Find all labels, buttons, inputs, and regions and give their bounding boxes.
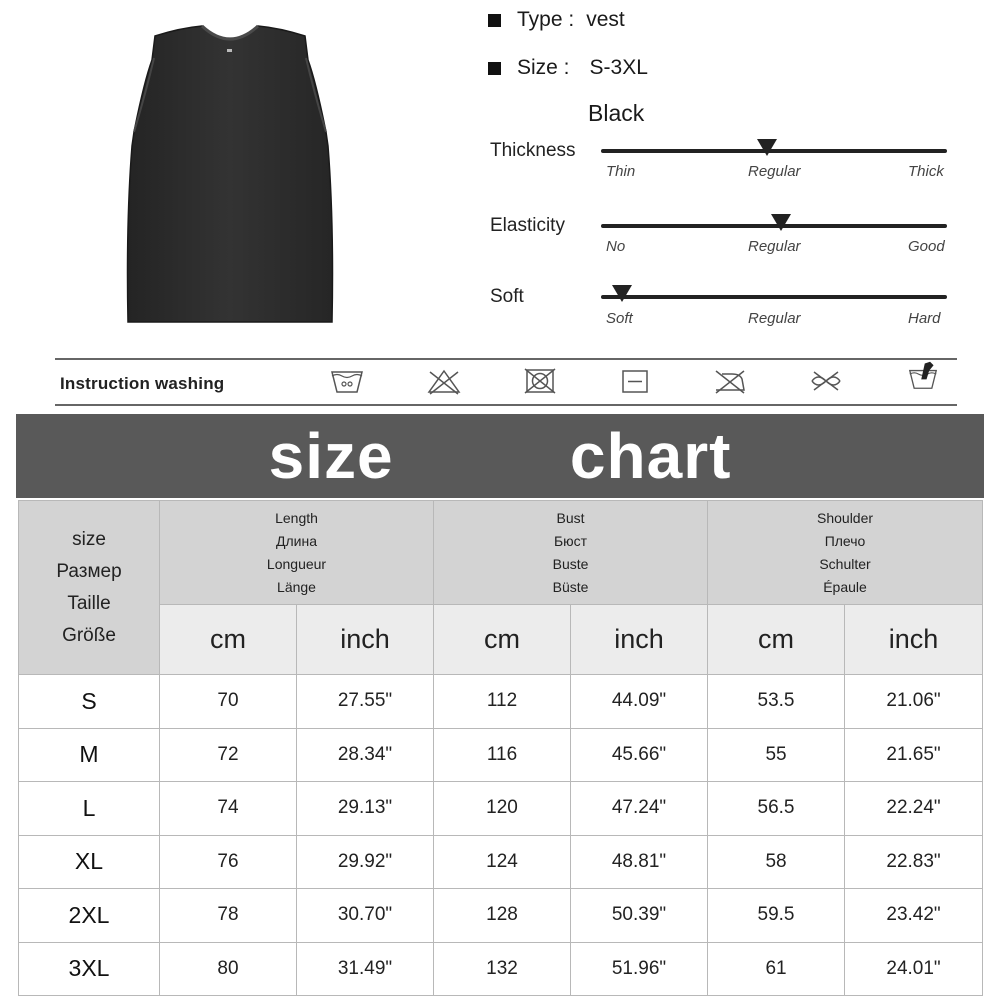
size-header-text: Размер <box>56 560 122 582</box>
table-cell: 23.42" <box>845 889 983 943</box>
table-row <box>19 942 983 996</box>
shoulder-header <box>708 501 983 605</box>
header-name: Longueur <box>266 555 327 572</box>
group-header-row <box>19 501 983 605</box>
table-cell: 58 <box>708 835 845 889</box>
scale-marker-icon <box>757 139 777 156</box>
table-row <box>19 782 983 836</box>
table-cell: 128 <box>434 889 571 943</box>
table-cell: 31.49" <box>297 942 434 996</box>
scale-tick-label: Good <box>908 238 945 255</box>
length-header <box>160 501 434 605</box>
hand-wash-30-icon <box>329 366 365 396</box>
table-cell: 22.24" <box>845 782 983 836</box>
scale-title: Elasticity <box>490 215 565 236</box>
scale-tick-label: Thin <box>606 163 636 180</box>
header-name: Длина <box>276 532 317 549</box>
header-name: Bust <box>556 509 585 526</box>
scale-title: Thickness <box>490 140 576 161</box>
washing-label: Instruction washing <box>60 374 225 393</box>
size-cell: 2XL <box>19 889 160 943</box>
table-cell: 45.66" <box>571 728 708 782</box>
size-label: Size : <box>517 56 570 79</box>
scale-line <box>601 295 947 299</box>
table-cell: 112 <box>434 675 571 729</box>
bullet-icon <box>488 14 501 27</box>
size-table <box>18 500 983 996</box>
table-cell: 132 <box>434 942 571 996</box>
header-name: Schulter <box>819 555 871 572</box>
scale-tick-label: Regular <box>748 238 801 255</box>
no-iron-icon <box>712 366 748 396</box>
table-cell: 44.09" <box>571 675 708 729</box>
table-cell: 27.55" <box>297 675 434 729</box>
table-cell: 78 <box>160 889 297 943</box>
table-cell: 47.24" <box>571 782 708 836</box>
header-name: Épaule <box>823 578 867 595</box>
header-name: Buste <box>552 555 589 572</box>
chart-title: size chart <box>268 420 732 492</box>
table-cell: 116 <box>434 728 571 782</box>
size-header-text: Größe <box>62 624 116 646</box>
table-cell: 29.13" <box>297 782 434 836</box>
table-cell: 55 <box>708 728 845 782</box>
header-name: Плечо <box>824 532 866 549</box>
table-cell: 59.5 <box>708 889 845 943</box>
scale-tick-label: Regular <box>748 163 801 180</box>
table-cell: 21.06" <box>845 675 983 729</box>
divider <box>55 404 957 406</box>
size-cell: XL <box>19 835 160 889</box>
header-name: Бюст <box>553 532 588 549</box>
type-value: vest <box>586 8 625 31</box>
divider <box>55 358 957 360</box>
table-cell: 80 <box>160 942 297 996</box>
table-cell: 76 <box>160 835 297 889</box>
type-label: Type : <box>517 8 575 31</box>
size-header-text: Taille <box>67 592 111 614</box>
scale-tick-label: Hard <box>908 310 941 327</box>
type-spec <box>488 8 625 32</box>
size-header-cell <box>19 501 160 675</box>
table-row <box>19 835 983 889</box>
hand-wash-icon <box>905 360 941 390</box>
header-name: Shoulder <box>817 509 874 526</box>
bullet-icon <box>488 62 501 75</box>
unit-cell: cm <box>434 605 571 675</box>
table-cell: 24.01" <box>845 942 983 996</box>
table-cell: 70 <box>160 675 297 729</box>
table-cell: 28.34" <box>297 728 434 782</box>
size-value: S-3XL <box>589 56 648 79</box>
size-spec <box>488 56 648 80</box>
table-row <box>19 889 983 943</box>
table-cell: 50.39" <box>571 889 708 943</box>
size-cell: S <box>19 675 160 729</box>
no-tumble-dry-icon <box>522 366 558 396</box>
table-cell: 48.81" <box>571 835 708 889</box>
table-cell: 30.70" <box>297 889 434 943</box>
dry-flat-icon <box>617 366 653 396</box>
scale-title: Soft <box>490 286 524 307</box>
unit-cell: inch <box>571 605 708 675</box>
scale-marker-icon <box>771 214 791 231</box>
size-header-text: size <box>72 528 106 550</box>
table-cell: 72 <box>160 728 297 782</box>
table-cell: 74 <box>160 782 297 836</box>
table-cell: 51.96" <box>571 942 708 996</box>
size-cell: 3XL <box>19 942 160 996</box>
vest-product-image <box>120 22 340 330</box>
unit-cell: inch <box>297 605 434 675</box>
size-cell: M <box>19 728 160 782</box>
no-bleach-icon <box>426 366 462 396</box>
table-row <box>19 728 983 782</box>
bust-header <box>434 501 708 605</box>
scale-tick-label: Soft <box>606 310 633 327</box>
unit-cell: cm <box>160 605 297 675</box>
header-name: Länge <box>277 578 316 595</box>
unit-cell: inch <box>845 605 983 675</box>
table-cell: 56.5 <box>708 782 845 836</box>
table-cell: 61 <box>708 942 845 996</box>
table-cell: 120 <box>434 782 571 836</box>
size-cell: L <box>19 782 160 836</box>
unit-cell: cm <box>708 605 845 675</box>
table-cell: 29.92" <box>297 835 434 889</box>
header-name: Büste <box>552 578 589 595</box>
scale-marker-icon <box>612 285 632 302</box>
table-cell: 124 <box>434 835 571 889</box>
header-name: Length <box>275 509 318 526</box>
table-cell: 21.65" <box>845 728 983 782</box>
table-cell: 22.83" <box>845 835 983 889</box>
unit-header-row <box>19 605 983 675</box>
scale-tick-label: No <box>606 238 626 255</box>
scale-tick-label: Regular <box>748 310 801 327</box>
color-value: Black <box>588 100 645 126</box>
scale-tick-label: Thick <box>908 163 944 180</box>
table-cell: 53.5 <box>708 675 845 729</box>
table-row <box>19 675 983 729</box>
no-dry-clean-icon <box>808 366 844 396</box>
